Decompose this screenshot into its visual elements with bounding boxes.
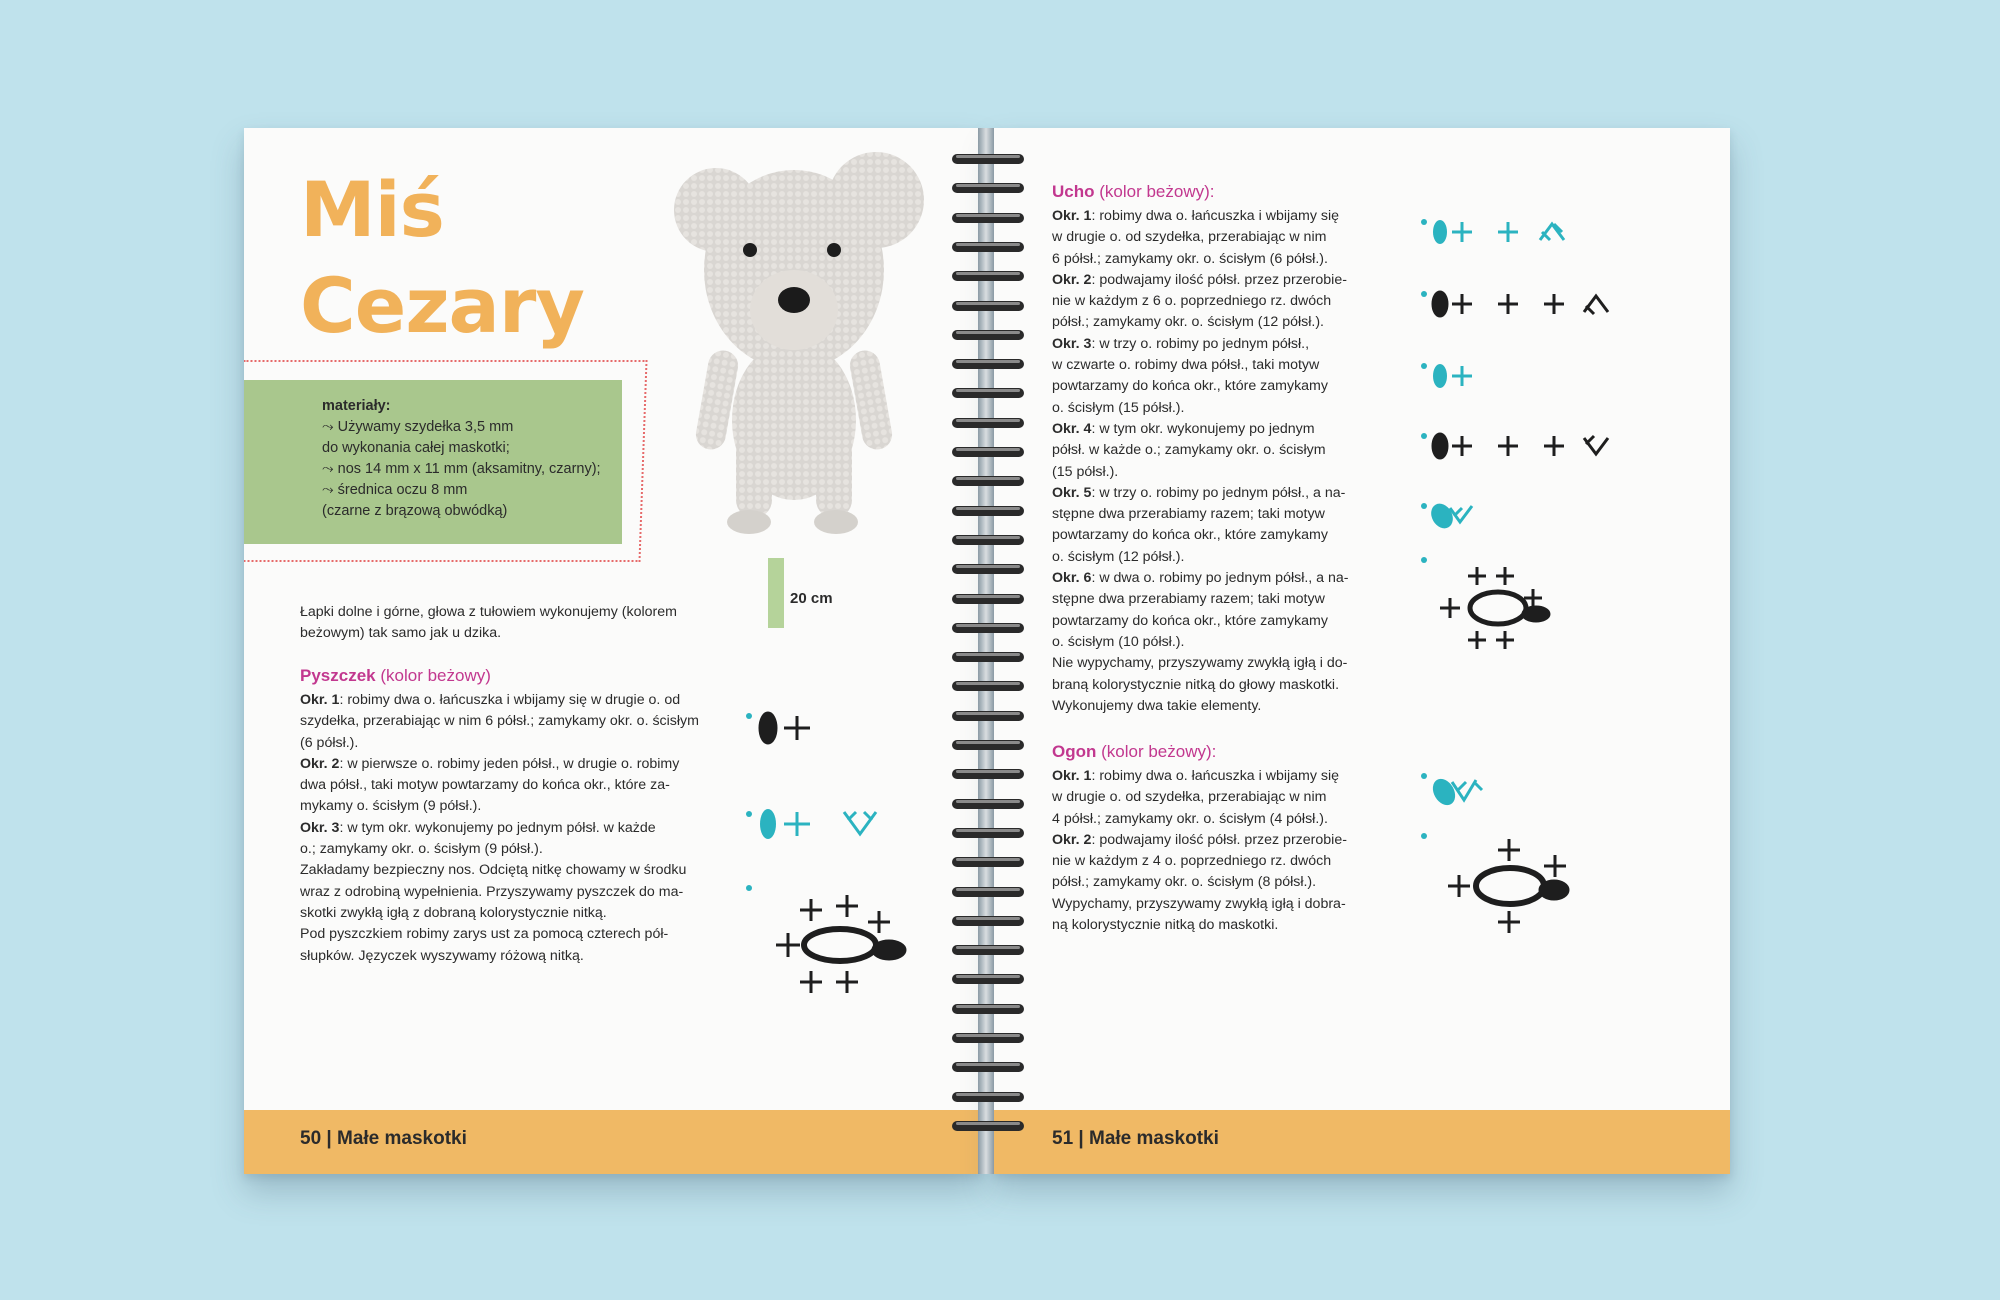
text-line: półsł. w każde o.; zamykamy okr. o. ścisłym: [1052, 442, 1326, 459]
text-line: Okr. 1: robimy dwa o. łańcuszka i wbijamy się w drugie o. od: [300, 692, 681, 708]
spiral-coil: [948, 590, 1028, 606]
text-line: Okr. 2: w pierwsze o. robimy jeden półsł., w drugie o. robimy: [300, 755, 680, 772]
title-line-2: Cezary: [300, 261, 584, 350]
spiral-coil: [948, 472, 1028, 488]
text-line: nie w każdym z 4 o. poprzedniego rz. dwóch: [1052, 853, 1332, 870]
materials-heading: materiały:: [322, 398, 391, 414]
spiral-coil: [948, 267, 1028, 283]
text-line: Okr. 1: robimy dwa o. łańcuszka i wbijamy się: [1052, 768, 1340, 784]
text-line: o. ścisłym (12 półsł.).: [1052, 548, 1185, 565]
text-line: Okr. 3: w tym okr. wykonujemy po jednym półsł. w każde: [300, 819, 656, 836]
spiral-coil: [948, 677, 1028, 693]
text-line: mykamy o. ścisłym (9 półsł.).: [300, 798, 482, 815]
text-line: 6 półsł.; zamykamy okr. o. ścisłym (6 półsł.).: [1052, 250, 1328, 267]
text-line: ną kolorystycznie nitką do maskotki.: [1052, 917, 1279, 934]
ucho-text: [1052, 206, 1392, 717]
spiral-coil: [948, 209, 1028, 225]
text-line: o. ścisłym (15 półsł.).: [1052, 399, 1185, 416]
spiral-coil: [948, 941, 1028, 957]
text-line: dwa półsł., taki motyw powtarzamy do końca okr., które za-: [300, 777, 670, 794]
text-line: szydełka, przerabiając w nim 6 półsł.; zamykamy okr. o. ścisłym: [300, 713, 699, 730]
spiral-coil: [948, 883, 1028, 899]
spiral-coil: [948, 150, 1028, 166]
text-line: półsł.; zamykamy okr. o. ścisłym (8 półsł.).: [1052, 874, 1317, 891]
crochet-diagram-ucho: [1420, 212, 1620, 792]
text-line: 4 półsł.; zamykamy okr. o. ścisłym (4 półsł.).: [1052, 810, 1328, 827]
text-line: Okr. 4: w tym okr. wykonujemy po jednym: [1052, 420, 1315, 437]
text-line: półsł.; zamykamy okr. o. ścisłym (12 półsł.).: [1052, 314, 1324, 331]
spiral-coil: [948, 502, 1028, 518]
crochet-diagram-pyszczek: [744, 700, 944, 1000]
text-line: powtarzamy do końca okr., które zamykamy: [1052, 527, 1328, 544]
footer-right: [994, 1110, 1730, 1174]
spiral-coil: [948, 326, 1028, 342]
spiral-coil: [948, 560, 1028, 576]
section-subtitle: (kolor beżowy): [375, 666, 491, 685]
spiral-coil: [948, 179, 1028, 195]
materials-text: [322, 396, 601, 522]
text-line: Okr. 1: robimy dwa o. łańcuszka i wbijamy się: [1052, 208, 1340, 224]
text-line: Zakładamy bezpieczny nos. Odciętą nitkę chowamy w środku: [300, 862, 687, 879]
text-line: Okr. 5: w trzy o. robimy po jednym półsł., a na-: [1052, 484, 1346, 501]
section-subtitle: (kolor beżowy):: [1096, 742, 1217, 761]
text-line: braną kolorystycznie nitką do głowy maskotki.: [1052, 676, 1340, 693]
text-line: (15 półsł.).: [1052, 463, 1119, 480]
intro-text: [300, 602, 720, 645]
materials-line: ⤳ średnica oczu 8 mm: [322, 482, 468, 498]
crochet-diagram-ogon: [1420, 768, 1620, 988]
spiral-coil: [948, 443, 1028, 459]
spiral-coil: [948, 1000, 1028, 1016]
right-page: [994, 128, 1730, 1174]
spiral-coil: [948, 1058, 1028, 1074]
spiral-coil: [948, 824, 1028, 840]
spiral-coil: [948, 238, 1028, 254]
spiral-coil: [948, 619, 1028, 635]
section-title: Ucho: [1052, 182, 1095, 201]
size-ruler: [768, 558, 784, 628]
spiral-coil: [948, 648, 1028, 664]
spiral-binding: [948, 150, 1028, 1145]
spiral-coil: [948, 707, 1028, 723]
title-line-1: Miś: [300, 165, 444, 254]
text-line: wraz z odrobiną wypełnienia. Przyszywamy pyszczek do ma-: [300, 883, 684, 900]
size-label: 20 cm: [790, 590, 833, 607]
text-line: Okr. 6: w dwa o. robimy po jednym półsł., a na-: [1052, 570, 1349, 587]
spiral-coil: [948, 795, 1028, 811]
materials-line: ⤳ Używamy szydełka 3,5 mm: [322, 419, 514, 435]
section-heading-ucho: [1052, 182, 1214, 202]
spiral-coil: [948, 765, 1028, 781]
text-line: Wypychamy, przyszywamy zwykłą igłą i dobra-: [1052, 895, 1346, 912]
text-line: (6 półsł.).: [300, 734, 359, 751]
spiral-coil: [948, 970, 1028, 986]
text-line: skotki zwykłą igłą z dobraną kolorystycznie nitką.: [300, 904, 607, 921]
text-line: powtarzamy do końca okr., które zamykamy: [1052, 378, 1328, 395]
spiral-coil: [948, 531, 1028, 547]
footer-page-label: 50 | Małe maskotki: [300, 1128, 467, 1149]
text-line: Okr. 3: w trzy o. robimy po jednym półsł.,: [1052, 335, 1310, 352]
ogon-text: [1052, 766, 1392, 936]
text-line: stępne dwa przerabiamy razem; taki motyw: [1052, 506, 1325, 523]
pyszczek-text: [300, 690, 730, 967]
text-line: Okr. 2: podwajamy ilość półsł. przez przerobie-: [1052, 271, 1347, 288]
spiral-coil: [948, 297, 1028, 313]
text-line: w czwarte o. robimy dwa półsł., taki motyw: [1052, 357, 1320, 374]
text-line: Pod pyszczkiem robimy zarys ust za pomocą czterech pół-: [300, 926, 669, 943]
spiral-coil: [948, 384, 1028, 400]
text-line: powtarzamy do końca okr., które zamykamy: [1052, 612, 1328, 629]
spiral-coil: [948, 1029, 1028, 1045]
text-line: Nie wypychamy, przyszywamy zwykłą igłą i do-: [1052, 655, 1348, 672]
footer-page-label: 51 | Małe maskotki: [1052, 1128, 1219, 1149]
spiral-coil: [948, 1117, 1028, 1133]
materials-line: (czarne z brązową obwódką): [322, 503, 508, 519]
text-line: stępne dwa przerabiamy razem; taki motyw: [1052, 591, 1325, 608]
spiral-coil: [948, 1088, 1028, 1104]
spiral-coil: [948, 853, 1028, 869]
text-line: Okr. 2: podwajamy ilość półsł. przez przerobie-: [1052, 831, 1347, 848]
materials-line: do wykonania całej maskotki;: [322, 440, 510, 456]
section-title: Pyszczek: [300, 666, 376, 685]
section-subtitle: (kolor beżowy):: [1094, 182, 1215, 201]
spiral-coil: [948, 912, 1028, 928]
section-title: Ogon: [1052, 742, 1097, 761]
materials-line: ⤳ nos 14 mm x 11 mm (aksamitny, czarny);: [322, 461, 601, 477]
teddy-bear-image: [666, 150, 926, 550]
text-line: w drugie o. od szydełka, przerabiając w nim: [1052, 229, 1327, 246]
text-line: nie w każdym z 6 o. poprzedniego rz. dwóch: [1052, 293, 1332, 310]
footer-left: [244, 1110, 982, 1174]
text-line: o.; zamykamy okr. o. ścisłym (9 półsł.).: [300, 841, 543, 858]
text-line: w drugie o. od szydełka, przerabiając w nim: [1052, 789, 1327, 806]
section-heading-pyszczek: [300, 666, 491, 686]
intro-line: Łapki dolne i górne, głowa z tułowiem wykonujemy (kolorem: [300, 604, 677, 620]
text-line: o. ścisłym (10 półsł.).: [1052, 633, 1185, 650]
text-line: Wykonujemy dwa takie elementy.: [1052, 697, 1262, 714]
spiral-coil: [948, 414, 1028, 430]
spiral-coil: [948, 355, 1028, 371]
spiral-coil: [948, 736, 1028, 752]
intro-line: beżowym) tak samo jak u dzika.: [300, 625, 502, 642]
left-page: [244, 128, 982, 1174]
text-line: słupków. Języczek wyszywamy różową nitką.: [300, 947, 584, 964]
section-heading-ogon: [1052, 742, 1216, 762]
